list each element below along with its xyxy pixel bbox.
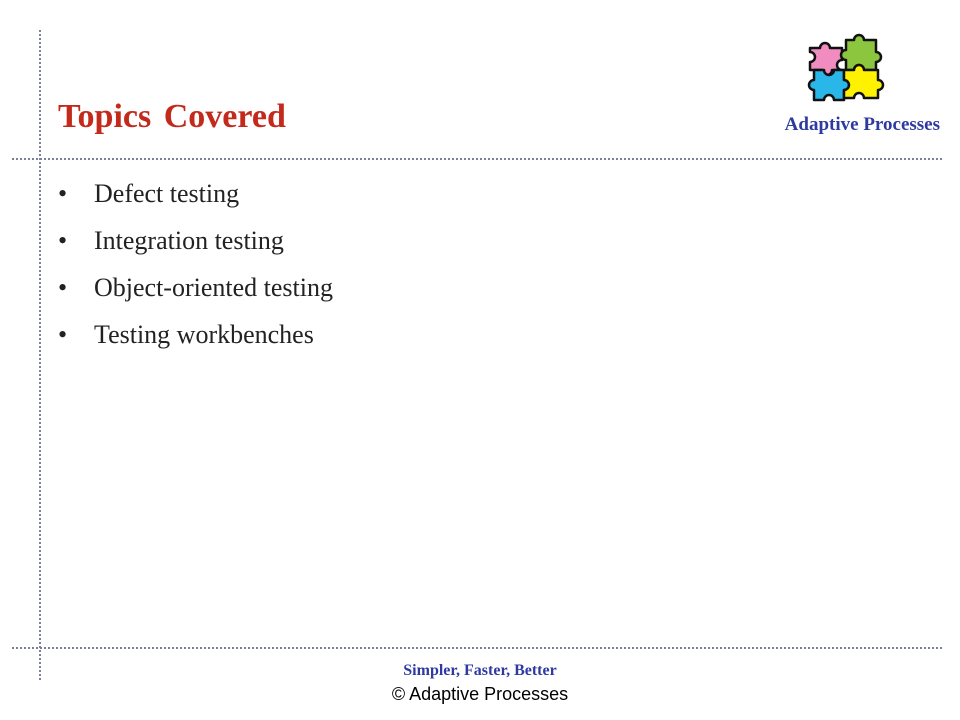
brand-name: Adaptive Processes <box>784 114 940 135</box>
header-dotted-divider <box>12 158 942 160</box>
list-item-text: Object-oriented testing <box>94 273 333 302</box>
bullet-icon: • <box>58 273 68 302</box>
list-item <box>58 221 333 268</box>
list-item-text: Integration testing <box>94 226 284 255</box>
footer-tagline: Simpler, Faster, Better <box>403 662 557 679</box>
list-item-text: Defect testing <box>94 179 240 208</box>
slide-title: Topics Covered <box>58 98 286 135</box>
list-item <box>58 174 333 221</box>
topics-list <box>58 174 333 362</box>
puzzle-pieces-icon <box>806 30 886 106</box>
bullet-icon: • <box>58 179 68 208</box>
copyright-notice: © Adaptive Processes <box>391 684 569 704</box>
bullet-icon: • <box>58 226 68 255</box>
list-item <box>58 315 333 362</box>
left-dotted-divider <box>39 30 41 680</box>
list-item-text: Testing workbenches <box>94 320 314 349</box>
footer-dotted-divider <box>12 647 942 649</box>
list-item <box>58 268 333 315</box>
bullet-icon: • <box>58 320 68 349</box>
